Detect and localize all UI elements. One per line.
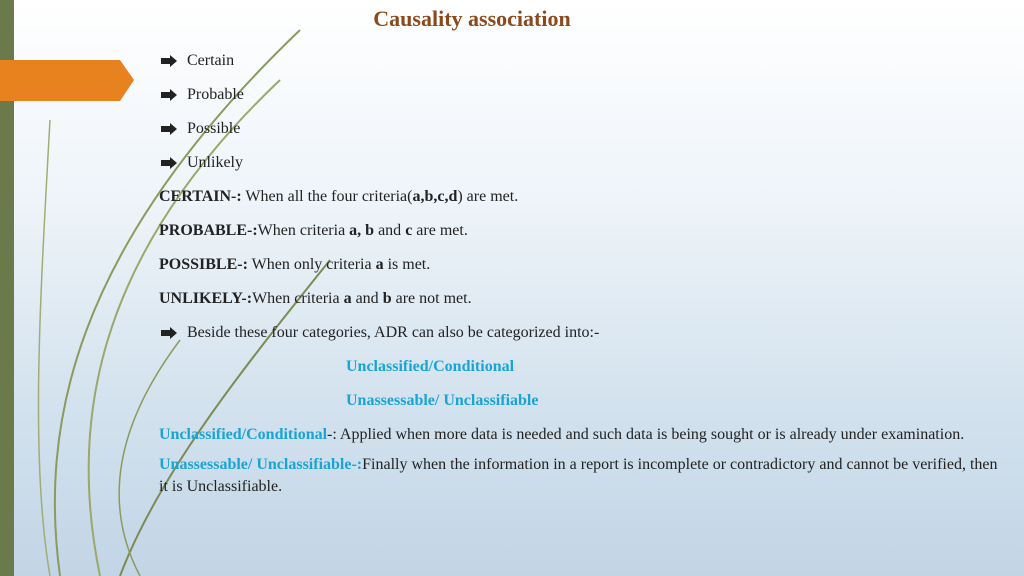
- def-possible: POSSIBLE-: When only criteria a is met.: [159, 256, 431, 273]
- arrow-bullet-icon: [161, 327, 177, 339]
- arrow-bullet-icon: [161, 55, 177, 67]
- bullet-beside: Beside these four categories, ADR can also be categorized into:-: [159, 322, 999, 356]
- orange-tab: [0, 60, 134, 101]
- arrow-bullet-icon: [161, 157, 177, 169]
- def-unlikely: UNLIKELY-:When criteria a and b are not met.: [159, 290, 472, 307]
- category-unclassified: Unclassified/Conditional: [346, 358, 515, 375]
- slide-title: Causality association: [373, 6, 571, 31]
- para-unassessable: Unassessable/ Unclassifiable-:Finally when the information in a report is incomplete or contradictory and cannot be verified, then it is Unclassifiable.: [159, 456, 998, 495]
- bullet-probable: Probable: [159, 84, 999, 118]
- bullet-unlikely: Unlikely: [159, 152, 999, 186]
- para-unclassified: Unclassified/Conditional-: Applied when more data is needed and such data is being sought or is already under examination.: [159, 426, 965, 443]
- arrow-bullet-icon: [161, 89, 177, 101]
- slide-content: [159, 50, 999, 506]
- def-certain: CERTAIN-: When all the four criteria(a,b,c,d) are met.: [159, 188, 519, 205]
- arrow-bullet-icon: [161, 123, 177, 135]
- def-probable: PROBABLE-:When criteria a, b and c are met.: [159, 222, 468, 239]
- category-unassessable: Unassessable/ Unclassifiable: [346, 392, 539, 409]
- bullet-certain: Certain: [159, 50, 999, 84]
- bullet-possible: Possible: [159, 118, 999, 152]
